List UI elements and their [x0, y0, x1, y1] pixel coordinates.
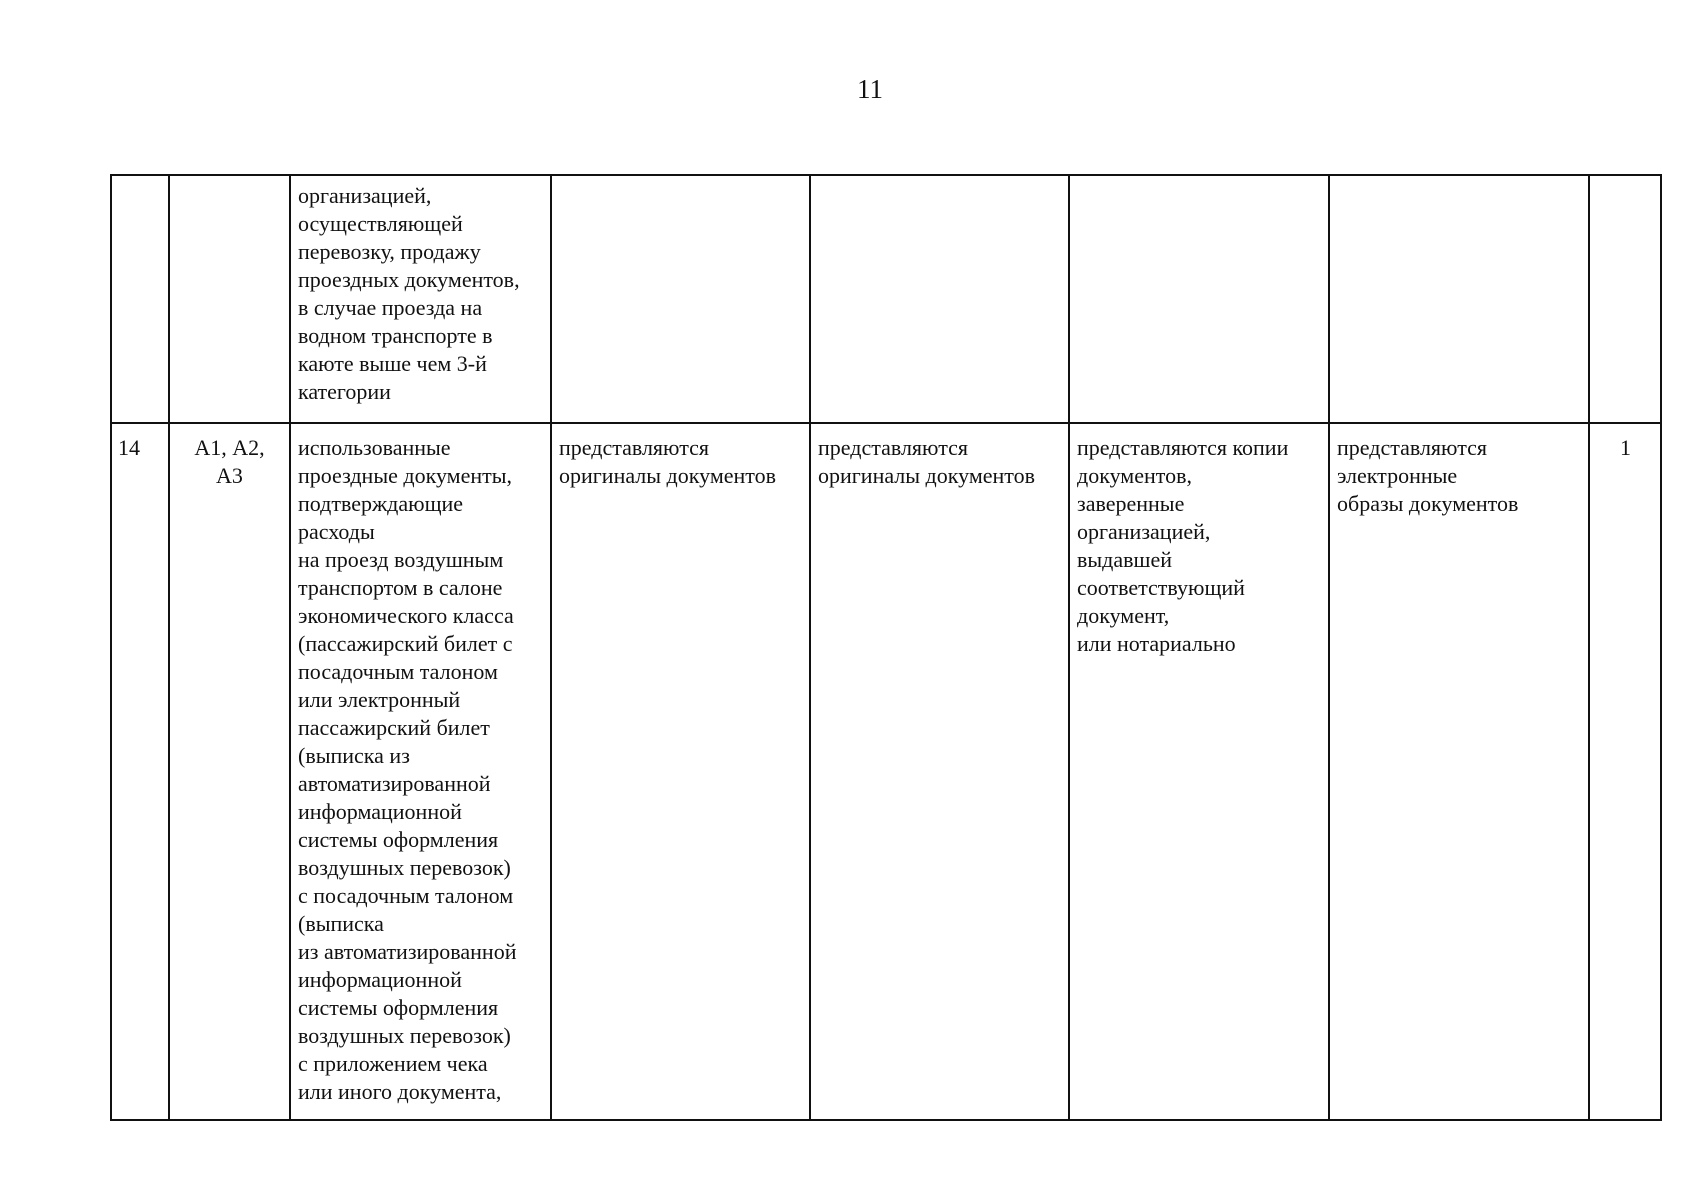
format-cell-3: [1069, 423, 1329, 1120]
format-text-4: представляются электронные образы документов: [1337, 435, 1519, 516]
description-text: организацией, осуществляющей перевозку, продажу проездных документов, в случае проезда на водном транспорте в каюте выше чем 3-й категории: [298, 183, 520, 404]
description-cell: [290, 175, 551, 423]
format-cell-2: [810, 423, 1069, 1120]
row-codes-cell: [169, 175, 290, 423]
description-cell: [290, 423, 551, 1120]
row-number: 14: [118, 435, 140, 460]
row-codes: А1, А2, А3: [194, 435, 265, 488]
row-number-cell: [111, 423, 169, 1120]
format-cell-4: [1329, 175, 1589, 423]
documents-table: [110, 174, 1662, 1121]
last-cell: [1589, 423, 1661, 1120]
format-text-1: представляются оригиналы документов: [559, 435, 777, 488]
format-cell-3: [1069, 175, 1329, 423]
row-number-cell: [111, 175, 169, 423]
last-cell: [1589, 175, 1661, 423]
description-text: использованные проездные документы, подтверждающие расходы на проезд воздушным транспортом в салоне экономического класса (пассажирский билет с посадочным талоном или электронный пассажирский билет (выписка из автоматизированной информационной системы оформления воздушных перевозок) с посадочным талоном (выписка из автоматизированной информационной системы оформления воздушных перевозок) с приложением чека или иного документа,: [298, 435, 517, 1104]
table-row: [111, 423, 1661, 1120]
format-text-3: представляются копии документов, заверенные организацией, выдавшей соответствующий документ, или нотариально: [1077, 435, 1289, 656]
table-row: [111, 175, 1661, 423]
format-cell-4: [1329, 423, 1589, 1120]
row-codes-cell: [169, 423, 290, 1120]
page-number: 11: [857, 74, 883, 104]
format-cell-1: [551, 175, 810, 423]
format-cell-1: [551, 423, 810, 1120]
last-value: 1: [1620, 435, 1631, 460]
format-text-2: представляются оригиналы документов: [818, 435, 1036, 488]
format-cell-2: [810, 175, 1069, 423]
